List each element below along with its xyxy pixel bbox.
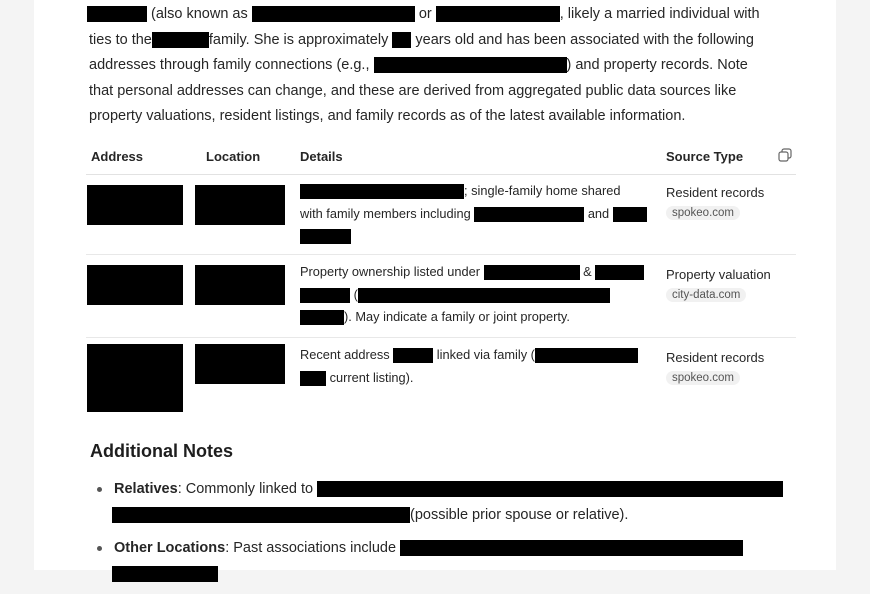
redacted-text xyxy=(300,229,351,244)
row-source xyxy=(666,184,764,220)
details-line xyxy=(300,180,660,203)
redacted-text xyxy=(474,207,584,222)
intro-text: or xyxy=(418,6,432,22)
intro-text: family. She is approximately xyxy=(208,31,389,48)
intro-line-1 xyxy=(89,2,799,28)
details-text: and xyxy=(587,205,610,221)
details-line xyxy=(300,306,660,329)
redacted-text xyxy=(535,348,638,363)
notes-text: : Past associations include xyxy=(225,540,397,556)
source-type: Property valuation xyxy=(666,267,771,282)
details-line xyxy=(300,261,660,284)
list-item xyxy=(94,476,814,528)
redacted-text xyxy=(300,288,350,303)
redacted-alias xyxy=(252,6,415,22)
redacted-location xyxy=(195,265,285,305)
details-text: current listing). xyxy=(329,369,414,385)
details-line xyxy=(300,203,660,226)
table-row xyxy=(86,338,796,418)
redacted-text xyxy=(112,566,218,582)
copy-icon[interactable] xyxy=(778,148,792,162)
notes-text: : Commonly linked to xyxy=(177,481,314,497)
header-location: Location xyxy=(206,149,261,164)
source-link[interactable]: spokeo.com xyxy=(666,371,740,385)
row-details xyxy=(300,180,660,248)
details-line xyxy=(300,284,660,307)
list-item xyxy=(94,535,814,587)
table-header xyxy=(86,140,796,175)
source-type: Resident records xyxy=(666,350,765,365)
redacted-text xyxy=(112,507,410,523)
intro-line-3 xyxy=(89,53,799,79)
table-row xyxy=(86,255,796,338)
header-details: Details xyxy=(300,149,343,164)
relatives-label: Relatives xyxy=(114,481,178,497)
notes-heading: Additional Notes xyxy=(90,441,233,461)
row-source xyxy=(666,349,764,385)
redacted-address xyxy=(87,344,183,412)
redacted-text xyxy=(300,310,344,325)
redacted-text xyxy=(300,184,464,199)
intro-text: ) and property records. Note xyxy=(566,57,748,73)
source-type: Resident records xyxy=(666,185,765,200)
intro-line-5: property valuations, resident listings, and family records as of the latest available information. xyxy=(89,108,686,124)
details-text: Recent address xyxy=(300,347,390,362)
source-link[interactable]: spokeo.com xyxy=(666,206,740,220)
header-address: Address xyxy=(91,149,144,164)
row-details xyxy=(300,261,660,329)
details-text: ; single-family home shared xyxy=(464,183,621,198)
redacted-text xyxy=(595,265,644,280)
source-link[interactable]: city-data.com xyxy=(666,288,746,302)
redacted-location xyxy=(195,344,285,384)
details-text: linked via family ( xyxy=(436,347,535,362)
details-text: with family members including xyxy=(300,205,471,221)
redacted-name xyxy=(87,6,147,22)
intro-paragraph xyxy=(89,2,799,130)
intro-line-4: that personal addresses can change, and these are derived from aggregated public data sources like xyxy=(89,82,737,99)
details-line xyxy=(300,367,660,390)
header-source-type: Source Type xyxy=(666,149,744,164)
redacted-text xyxy=(317,481,783,497)
redacted-address xyxy=(87,185,183,225)
details-line xyxy=(300,225,660,248)
row-source xyxy=(666,266,771,302)
redacted-alias xyxy=(436,6,560,22)
redacted-text xyxy=(393,348,433,363)
details-text: Property ownership listed under xyxy=(300,264,480,279)
table-row xyxy=(86,175,796,255)
intro-text: (also known as xyxy=(151,6,248,22)
other-locations-label: Other Locations xyxy=(114,540,226,556)
row-details xyxy=(300,344,660,389)
notes-list xyxy=(94,476,814,594)
redacted-address xyxy=(87,265,183,305)
details-text: & xyxy=(583,264,592,279)
redacted-location xyxy=(195,185,285,225)
redacted-example xyxy=(374,57,567,73)
redacted-text xyxy=(400,540,743,556)
redacted-text xyxy=(484,265,580,280)
intro-text: addresses through family connections (e.g., xyxy=(89,57,370,73)
intro-text: years old and has been associated with the following xyxy=(415,31,754,48)
redacted-family-name xyxy=(152,32,209,48)
redacted-text xyxy=(358,288,610,303)
details-text: ). May indicate a family or joint property. xyxy=(344,309,570,324)
redacted-text xyxy=(613,207,647,222)
redacted-age xyxy=(392,32,411,48)
intro-text: , likely a married individual with xyxy=(559,6,760,22)
redacted-text xyxy=(300,371,326,386)
intro-text: ties to the xyxy=(89,31,152,48)
intro-line-2 xyxy=(89,28,799,54)
details-line xyxy=(300,344,660,367)
details-text: ( xyxy=(353,286,358,302)
document-page xyxy=(34,0,836,570)
notes-text: (possible prior spouse or relative). xyxy=(410,507,629,523)
